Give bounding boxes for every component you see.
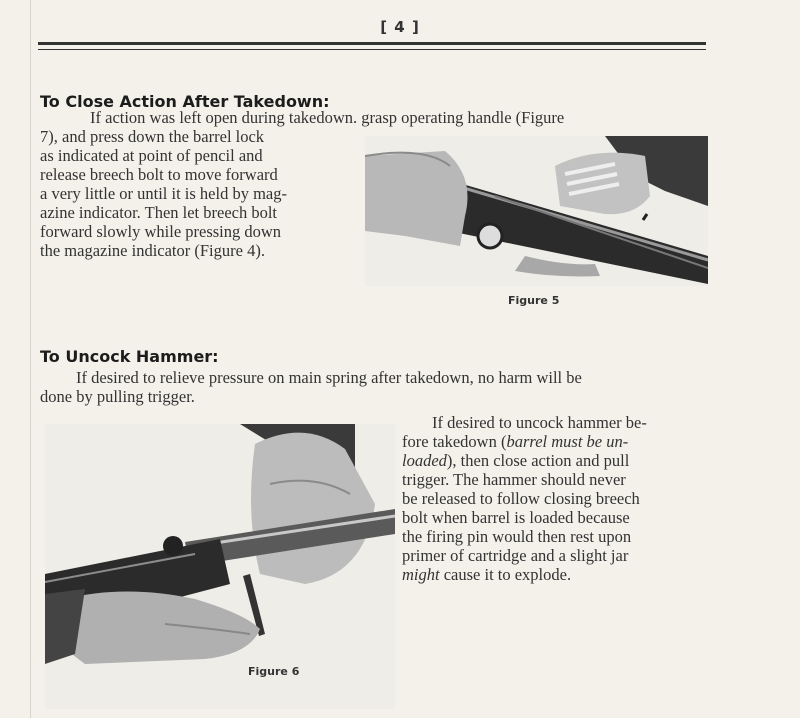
figure-5-caption: Figure 5: [508, 294, 560, 307]
section2-side-line-1: If desired to uncock hammer be-: [432, 413, 647, 432]
section1-line-5: azine indicator. Then let breech bolt: [40, 203, 278, 222]
section2-side-line-7: the firing pin would then rest upon: [402, 527, 632, 546]
section2-side-line-3: loaded), then close action and pull: [402, 451, 630, 470]
section1-first-line: If action was left open during takedown. grasp operating handle (Figure: [90, 108, 565, 127]
page-edge: [30, 0, 31, 718]
header-rule-thin: [38, 49, 706, 50]
section2-intro-line-2: done by pulling trigger.: [40, 387, 195, 406]
figure-5-illustration: [365, 136, 708, 286]
figure-6-caption: Figure 6: [248, 665, 300, 678]
section1-line-7: the magazine indicator (Figure 4).: [40, 241, 265, 260]
section1-line-2: as indicated at point of pencil and: [40, 146, 263, 165]
section2-side-line-8: primer of cartridge and a slight jar: [402, 546, 629, 565]
section1-line-3: release breech bolt to move forward: [40, 165, 278, 184]
section1-line-1: 7), and press down the barrel lock: [40, 127, 265, 146]
section2-side-line-4: trigger. The hammer should never: [402, 470, 626, 489]
section2-side-line-5: be released to follow closing breech: [402, 489, 640, 508]
section-heading-close-action: To Close Action After Takedown:: [40, 92, 330, 111]
figure-6-illustration: [45, 424, 395, 709]
section-heading-uncock-hammer: To Uncock Hammer:: [40, 347, 219, 366]
page-number: [ 4 ]: [380, 18, 420, 36]
section1-line-4: a very little or until it is held by mag-: [40, 184, 287, 203]
section2-side-line-6: bolt when barrel is loaded because: [402, 508, 630, 527]
figure-6-photo: [45, 424, 395, 709]
section2-intro-line-1: If desired to relieve pressure on main spring after takedown, no harm will be: [76, 368, 582, 387]
section2-side-line-2: fore takedown (barrel must be un-: [402, 432, 629, 451]
header-rule-thick: [38, 42, 706, 45]
section1-line-6: forward slowly while pressing down: [40, 222, 282, 241]
section2-side-line-9: might cause it to explode.: [402, 565, 572, 584]
figure-5-photo: [365, 136, 708, 286]
